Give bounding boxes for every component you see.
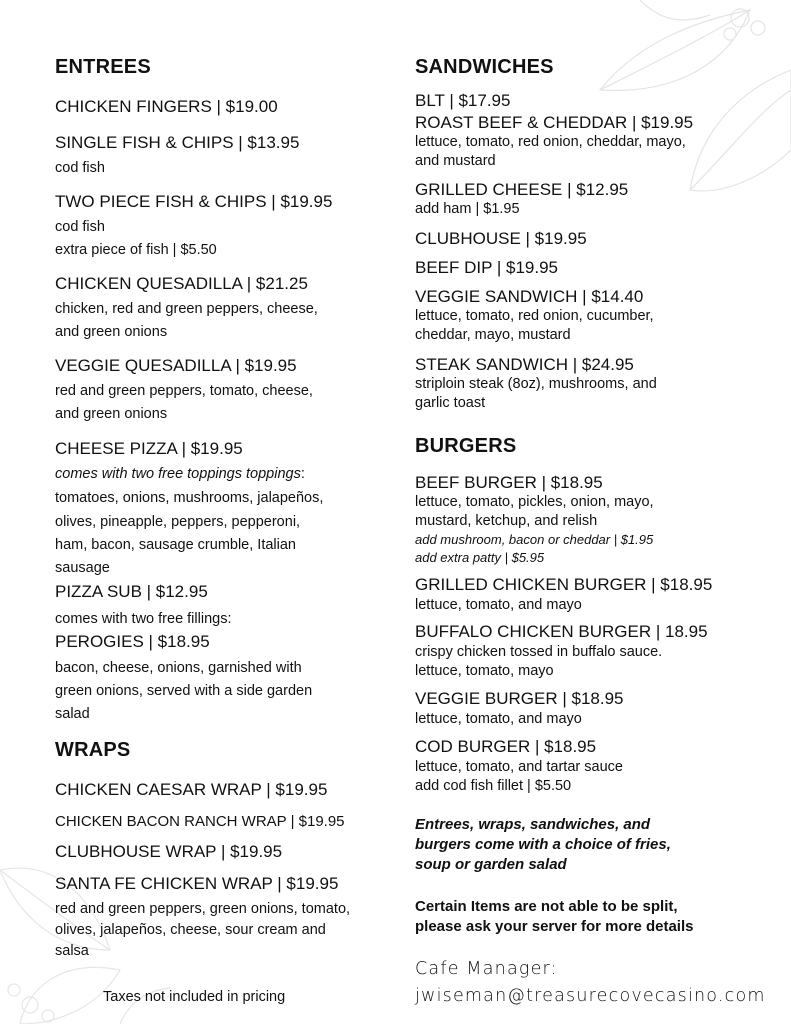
entree-chicken-quesadilla: CHICKEN QUESADILLA | $21.25 [55, 274, 308, 293]
burger-desc: lettuce, tomato, and mayo [415, 711, 582, 727]
entree-desc: red and green peppers, tomato, cheese, [55, 383, 313, 399]
wrap-chicken-bacon-ranch: CHICKEN BACON RANCH WRAP | $19.95 [55, 813, 345, 830]
entree-desc: tomatoes, onions, mushrooms, jalapeños, [55, 490, 324, 506]
sandwich-desc: striploin steak (8oz), mushrooms, and [415, 376, 657, 392]
entree-desc: chicken, red and green peppers, cheese, [55, 301, 318, 317]
entree-chicken-fingers: CHICKEN FINGERS | $19.00 [55, 97, 278, 116]
burger-desc: lettuce, tomato, pickles, onion, mayo, [415, 494, 654, 510]
sandwich-desc: lettuce, tomato, red onion, cheddar, mayo, [415, 134, 686, 150]
entree-desc: salad [55, 706, 90, 722]
sandwich-grilled-cheese: GRILLED CHEESE | $12.95 [415, 180, 629, 199]
burger-addon: add extra patty | $5.95 [415, 550, 545, 565]
wraps-heading: WRAPS [55, 739, 131, 761]
split-note-line: please ask your server for more details [415, 918, 694, 935]
sandwiches-heading: SANDWICHES [415, 56, 554, 78]
sandwich-desc: garlic toast [415, 395, 486, 411]
entree-desc: cod fish [55, 219, 105, 235]
entree-desc: bacon, cheese, onions, garnished with [55, 660, 302, 676]
entree-single-fish-chips: SINGLE FISH & CHIPS | $13.95 [55, 133, 300, 152]
wrap-desc: olives, jalapeños, cheese, sour cream and [55, 922, 326, 938]
entree-cheese-pizza: CHEESE PIZZA | $19.95 [55, 439, 243, 458]
wrap-chicken-caesar: CHICKEN CAESAR WRAP | $19.95 [55, 780, 328, 799]
entree-desc: and green onions [55, 324, 168, 340]
sides-note-line: Entrees, wraps, sandwiches, and [415, 816, 651, 833]
burger-veggie: VEGGIE BURGER | $18.95 [415, 689, 624, 708]
leaf-decoration-top-right-icon [580, 0, 791, 200]
entree-pizza-sub: PIZZA SUB | $12.95 [55, 582, 208, 601]
burger-desc: lettuce, tomato, and mayo [415, 597, 582, 613]
entree-desc: extra piece of fish | $5.50 [55, 242, 217, 258]
tax-note: Taxes not included in pricing [103, 989, 286, 1005]
burger-desc: crispy chicken tossed in buffalo sauce. [415, 644, 663, 660]
entree-perogies: PEROGIES | $18.95 [55, 632, 210, 651]
entrees-heading: ENTREES [55, 56, 151, 78]
sandwich-beef-dip: BEEF DIP | $19.95 [415, 258, 559, 277]
wrap-desc: salsa [55, 943, 89, 959]
sandwich-blt: BLT | $17.95 [415, 91, 511, 110]
entree-desc: sausage [55, 560, 110, 576]
entree-veggie-quesadilla: VEGGIE QUESADILLA | $19.95 [55, 356, 297, 375]
split-note-line: Certain Items are not able to be split, [415, 898, 678, 915]
sides-note-line: soup or garden salad [415, 856, 567, 873]
entree-desc: ham, bacon, sausage crumble, Italian [55, 537, 296, 553]
pizza-toppings-italic: comes with two free toppings toppings [55, 466, 301, 482]
entree-desc: olives, pineapple, peppers, pepperoni, [55, 514, 301, 530]
entree-desc: cod fish [55, 160, 105, 176]
sandwich-roast-beef-cheddar: ROAST BEEF & CHEDDAR | $19.95 [415, 113, 694, 132]
sandwich-desc: cheddar, mayo, mustard [415, 327, 571, 343]
entree-desc: green onions, served with a side garden [55, 683, 313, 699]
burger-desc: lettuce, tomato, and tartar sauce [415, 759, 623, 775]
burger-desc: mustard, ketchup, and relish [415, 513, 598, 529]
sandwich-desc: and mustard [415, 153, 496, 169]
burgers-heading: BURGERS [415, 435, 517, 457]
pizza-toppings-colon: : [300, 466, 305, 482]
burger-desc: lettuce, tomato, mayo [415, 663, 554, 679]
burger-cod: COD BURGER | $18.95 [415, 737, 597, 756]
sandwich-veggie: VEGGIE SANDWICH | $14.40 [415, 287, 644, 306]
cafe-manager-email[interactable]: jwiseman@treasurecovecasino.com [415, 986, 766, 1006]
wrap-desc: red and green peppers, green onions, tomato, [55, 901, 351, 917]
wrap-clubhouse: CLUBHOUSE WRAP | $19.95 [55, 842, 283, 861]
burger-beef: BEEF BURGER | $18.95 [415, 473, 603, 492]
burger-addon: add mushroom, bacon or cheddar | $1.95 [415, 532, 654, 547]
sandwich-steak: STEAK SANDWICH | $24.95 [415, 355, 634, 374]
sandwich-desc: add ham | $1.95 [415, 201, 520, 217]
burger-desc: add cod fish fillet | $5.50 [415, 778, 572, 794]
burger-grilled-chicken: GRILLED CHICKEN BURGER | $18.95 [415, 575, 713, 594]
sandwich-desc: lettuce, tomato, red onion, cucumber, [415, 308, 654, 324]
sandwich-clubhouse: CLUBHOUSE | $19.95 [415, 229, 587, 248]
wrap-santa-fe-chicken: SANTA FE CHICKEN WRAP | $19.95 [55, 874, 339, 893]
entree-desc [55, 463, 305, 485]
entree-desc: comes with two free fillings: [55, 611, 232, 627]
burger-buffalo-chicken: BUFFALO CHICKEN BURGER | 18.95 [415, 622, 708, 641]
entree-two-piece-fish-chips: TWO PIECE FISH & CHIPS | $19.95 [55, 192, 333, 211]
cafe-manager-label: Cafe Manager: [415, 959, 558, 979]
entree-desc: and green onions [55, 406, 168, 422]
sides-note-line: burgers come with a choice of fries, [415, 836, 671, 853]
